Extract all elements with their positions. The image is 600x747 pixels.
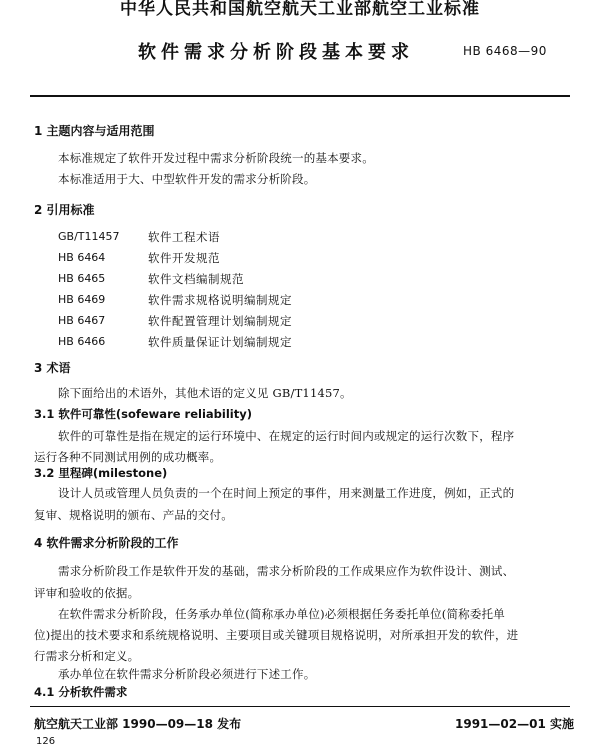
section-3-heading: 3 术语 [34, 361, 71, 375]
section-4-para-2-line-1: 在软件需求分析阶段，任务承办单位(简称承办单位)必须根据任务委托单位(简称委托单 [58, 607, 505, 621]
section-4-1-heading: 4.1 分析软件需求 [34, 685, 128, 699]
section-3-intro: 除下面给出的术语外，其他术语的定义见 GB/T11457。 [58, 386, 352, 400]
ref-title: 软件文档编制规范 [148, 272, 244, 286]
section-4-para-1-line-1: 需求分析阶段工作是软件开发的基础，需求分析阶段的工作成果应作为软件设计、测试、 [58, 564, 515, 578]
standard-code: HB 6468—90 [463, 44, 547, 58]
issue-date: 航空航天工业部 1990—09—18 发布 [34, 717, 242, 731]
section-4-heading: 4 软件需求分析阶段的工作 [34, 536, 179, 550]
section-3-2-line-2: 复审、规格说明的颁布、产品的交付。 [34, 508, 233, 522]
section-4-para-1-line-2: 评审和验收的依据。 [34, 586, 140, 600]
section-3-1-line-2: 运行各种不同测试用例的成功概率。 [34, 450, 222, 464]
section-4-para-2-line-2: 位)提出的技术要求和系统规格说明、主要项目或关键项目规格说明，对所承担开发的软件，进 [34, 628, 519, 642]
header-rule [30, 95, 570, 97]
section-4-para-2-line-3: 行需求分析和定义。 [34, 649, 140, 663]
ref-code: HB 6464 [58, 251, 106, 264]
section-3-1-line-1: 软件的可靠性是指在规定的运行环境中、在规定的运行时间内或规定的运行次数下，程序 [58, 429, 515, 443]
footer-rule [30, 706, 570, 707]
ref-title: 软件工程术语 [148, 230, 220, 244]
section-1-para-1: 本标准规定了软件开发过程中需求分析阶段统一的基本要求。 [58, 151, 374, 165]
ref-code: HB 6467 [58, 314, 106, 327]
section-3-2-heading: 3.2 里程碑(milestone) [34, 466, 168, 480]
ref-title: 软件开发规范 [148, 251, 220, 265]
ref-code: GB/T11457 [58, 230, 120, 243]
section-1-heading: 1 主题内容与适用范围 [34, 124, 155, 138]
section-3-2-line-1: 设计人员或管理人员负责的一个在时间上预定的事件，用来测量工作进度，例如，正式的 [58, 486, 515, 500]
ref-code: HB 6465 [58, 272, 106, 285]
page-number: 126 [36, 736, 56, 747]
section-1-para-2: 本标准适用于大、中型软件开发的需求分析阶段。 [58, 172, 316, 186]
ref-title: 软件需求规格说明编制规定 [148, 293, 292, 307]
section-4-para-3: 承办单位在软件需求分析阶段必须进行下述工作。 [58, 667, 316, 681]
document-title: 软件需求分析阶段基本要求 [138, 42, 414, 63]
section-3-1-heading: 3.1 软件可靠性(sofeware reliability) [34, 407, 252, 421]
ref-title: 软件质量保证计划编制规定 [148, 335, 292, 349]
ref-title: 软件配置管理计划编制规定 [148, 314, 292, 328]
ref-code: HB 6469 [58, 293, 106, 306]
ref-code: HB 6466 [58, 335, 106, 348]
effective-date: 1991—02—01 实施 [455, 717, 574, 731]
section-2-heading: 2 引用标准 [34, 203, 95, 217]
issuing-authority-header: 中华人民共和国航空航天工业部航空工业标准 [120, 0, 480, 19]
